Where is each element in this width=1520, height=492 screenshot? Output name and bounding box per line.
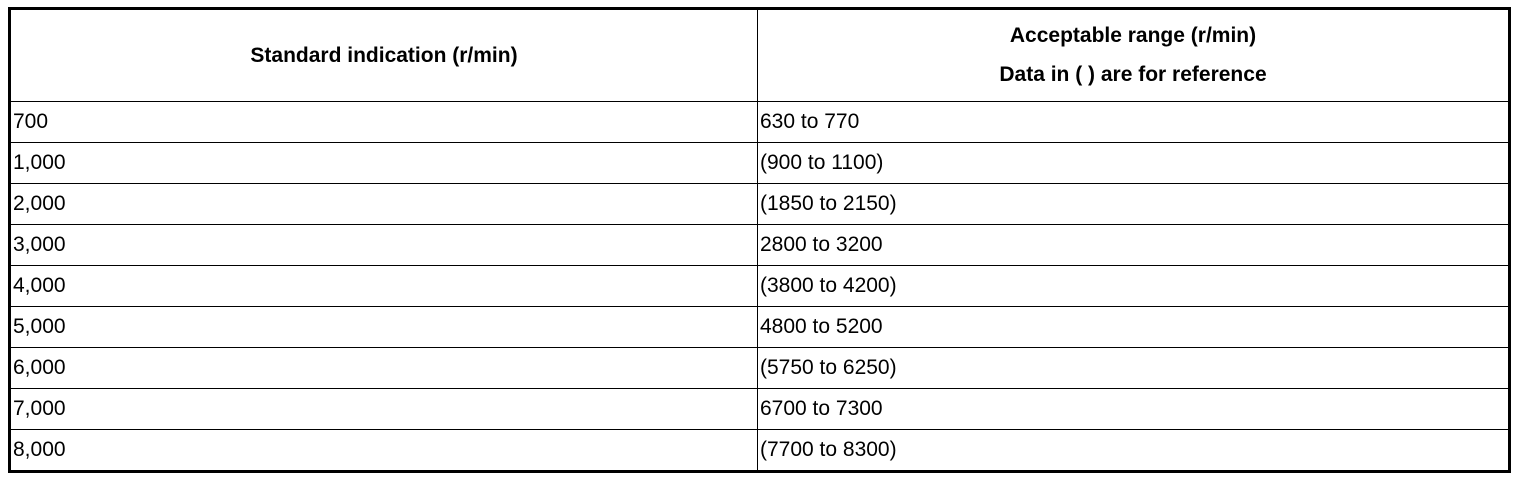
header-acceptable-range — [758, 9, 1510, 102]
table-row — [10, 225, 1510, 266]
standard-indication-cell: 1,000 — [10, 143, 758, 184]
header-acceptable-range-label: Acceptable range (r/min) — [1009, 24, 1257, 47]
acceptable-range-cell: (7700 to 8300) — [758, 430, 1510, 472]
standard-indication-cell: 6,000 — [10, 348, 758, 389]
acceptable-range-cell: (1850 to 2150) — [758, 184, 1510, 225]
table-row — [10, 143, 1510, 184]
table-row — [10, 184, 1510, 225]
standard-indication-cell: 3,000 — [10, 225, 758, 266]
standard-indication-cell: 8,000 — [10, 430, 758, 472]
header-row — [10, 9, 1510, 102]
acceptable-range-cell: 630 to 770 — [758, 102, 1510, 143]
standard-indication-cell: 5,000 — [10, 307, 758, 348]
table-row — [10, 266, 1510, 307]
table-row — [10, 430, 1510, 472]
header-line-gap — [758, 48, 1508, 63]
acceptable-range-cell: 4800 to 5200 — [758, 307, 1510, 348]
standard-indication-cell: 700 — [10, 102, 758, 143]
header-standard-indication — [10, 9, 758, 102]
acceptable-range-cell: 2800 to 3200 — [758, 225, 1510, 266]
standard-indication-cell: 2,000 — [10, 184, 758, 225]
table-row — [10, 307, 1510, 348]
header-reference-note: Data in ( ) are for reference — [999, 63, 1267, 86]
acceptable-range-cell: (900 to 1100) — [758, 143, 1510, 184]
table-row — [10, 102, 1510, 143]
tachometer-spec-table — [8, 7, 1511, 473]
standard-indication-cell: 7,000 — [10, 389, 758, 430]
acceptable-range-cell: (5750 to 6250) — [758, 348, 1510, 389]
acceptable-range-cell: 6700 to 7300 — [758, 389, 1510, 430]
table-row — [10, 348, 1510, 389]
standard-indication-cell: 4,000 — [10, 266, 758, 307]
table-row — [10, 389, 1510, 430]
acceptable-range-cell: (3800 to 4200) — [758, 266, 1510, 307]
header-standard-indication-label: Standard indication (r/min) — [250, 43, 518, 67]
